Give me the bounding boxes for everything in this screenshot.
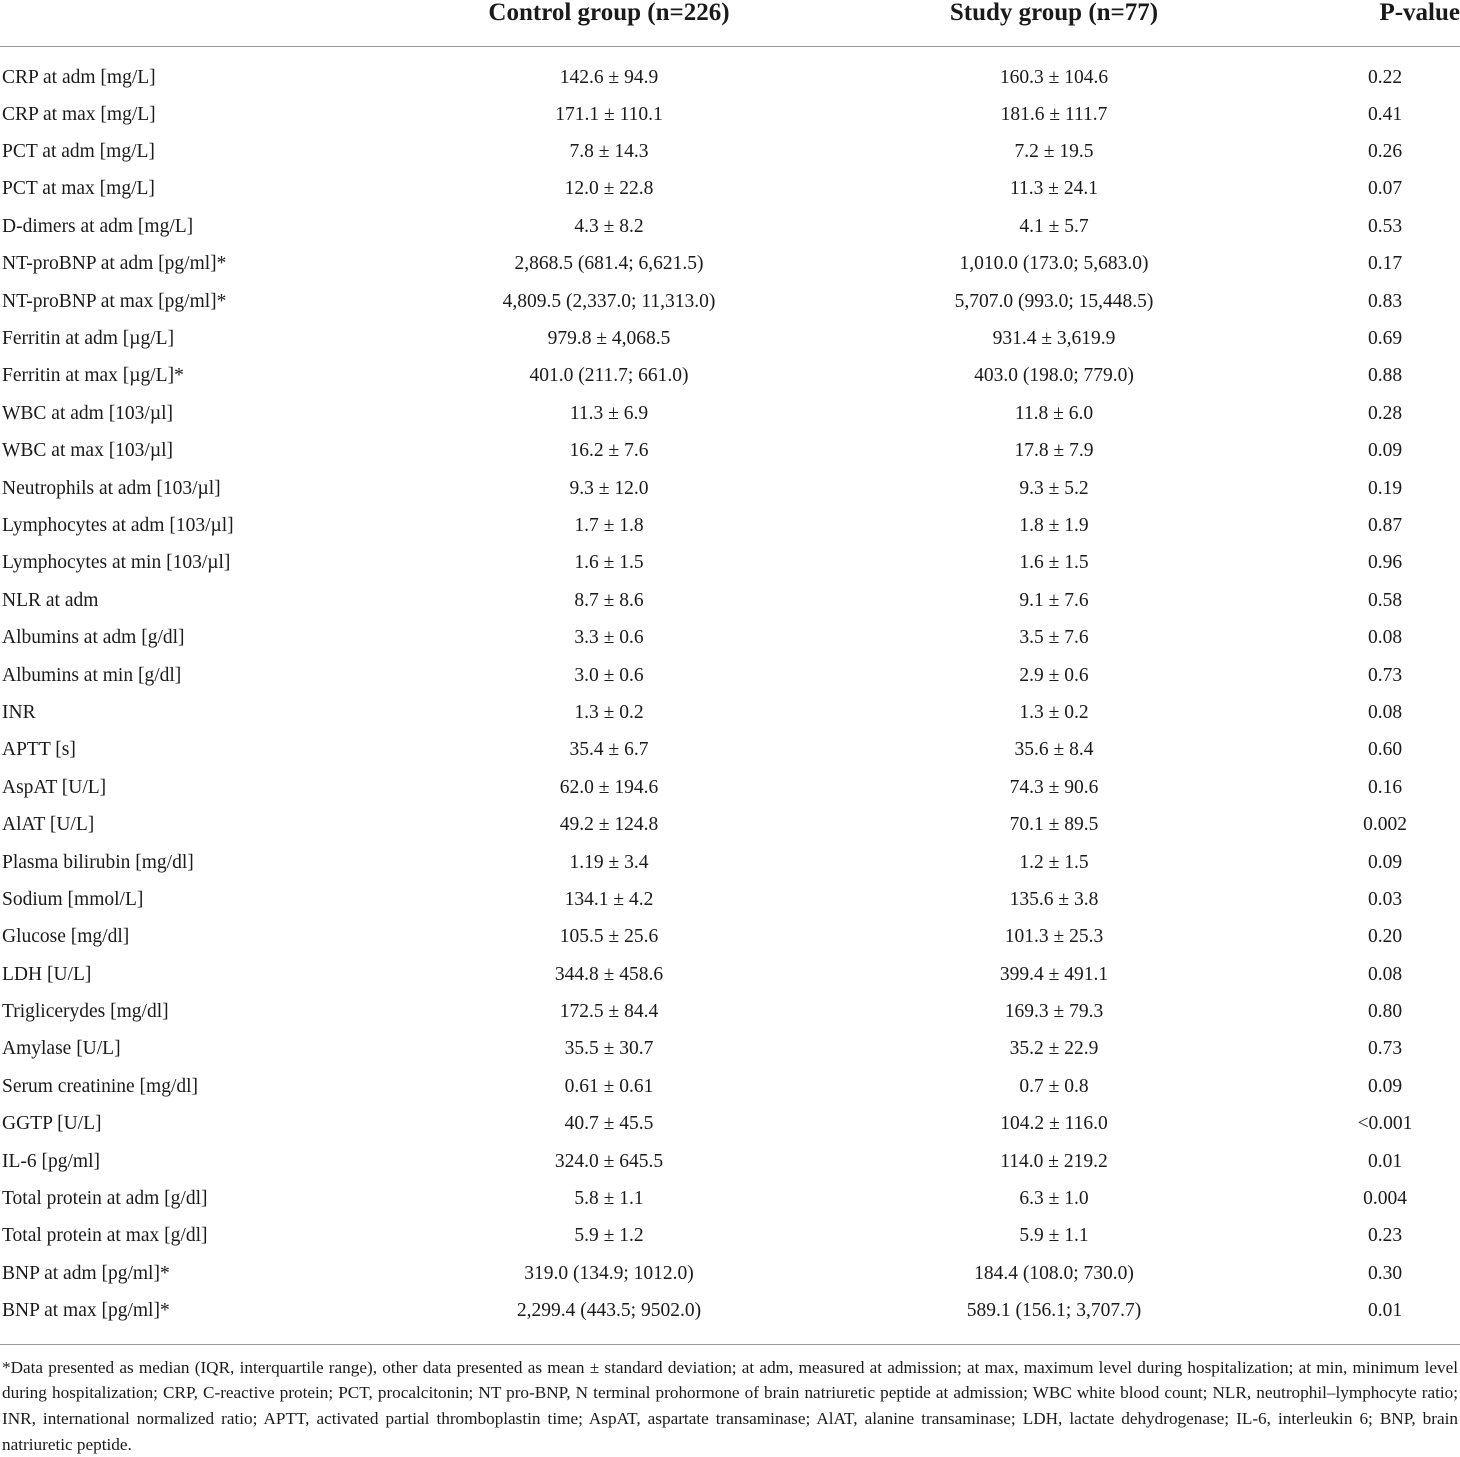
p-value-cell: 0.09 — [1367, 440, 1403, 462]
study-value-cell: 7.2 ± 19.5 — [1014, 141, 1094, 163]
study-value-cell: 403.0 (198.0; 779.0) — [974, 365, 1134, 387]
study-value-cell: 11.8 ± 6.0 — [1014, 402, 1094, 424]
table-row — [0, 320, 1460, 357]
p-value-cell: 0.03 — [1367, 888, 1403, 910]
control-value-cell: 171.1 ± 110.1 — [555, 103, 663, 125]
table-row — [0, 844, 1460, 881]
parameter-cell: PCT at max [mg/L] — [2, 178, 155, 200]
parameter-cell: AlAT [U/L] — [2, 814, 95, 836]
parameter-cell: Glucose [mg/dl] — [2, 926, 130, 948]
control-value-cell: 16.2 ± 7.6 — [569, 440, 649, 462]
parameter-cell: GGTP [U/L] — [2, 1113, 102, 1135]
table-row — [0, 395, 1460, 432]
table-row — [0, 358, 1460, 395]
control-value-cell: 401.0 (211.7; 661.0) — [529, 365, 689, 387]
study-value-cell: 35.2 ± 22.9 — [1009, 1038, 1099, 1060]
table-row — [0, 881, 1460, 918]
parameter-cell: Neutrophils at adm [103/µl] — [2, 477, 221, 499]
study-value-cell: 1.3 ± 0.2 — [1019, 701, 1089, 723]
parameter-cell: BNP at max [pg/ml]* — [0, 1293, 362, 1345]
p-value-cell: 0.20 — [1367, 926, 1403, 948]
p-value-cell: <0.001 — [1357, 1113, 1413, 1135]
p-value-cell: 0.01 — [1282, 1293, 1460, 1345]
parameter-cell: D-dimers at adm [mg/L] — [2, 215, 194, 237]
p-value-cell: 0.88 — [1367, 365, 1403, 387]
table-row — [0, 956, 1460, 993]
table-row — [0, 1293, 1460, 1345]
control-value-cell: 105.5 ± 25.6 — [559, 926, 659, 948]
study-value-cell: 2.9 ± 0.6 — [1019, 664, 1089, 686]
p-value-cell: 0.26 — [1367, 141, 1403, 163]
control-value-cell: 12.0 ± 22.8 — [564, 178, 654, 200]
control-value-cell: 7.8 ± 14.3 — [569, 141, 649, 163]
header-p-value: P-value — [1282, 0, 1460, 47]
p-value-cell: 0.80 — [1367, 1001, 1403, 1023]
table-row — [0, 171, 1460, 208]
parameter-cell: AspAT [U/L] — [2, 776, 107, 798]
table-row — [0, 1031, 1460, 1068]
study-value-cell: 1.2 ± 1.5 — [1019, 851, 1089, 873]
study-value-cell: 0.7 ± 0.8 — [1019, 1075, 1089, 1097]
study-value-cell: 70.1 ± 89.5 — [1009, 814, 1099, 836]
control-value-cell: 4.3 ± 8.2 — [574, 215, 644, 237]
control-value-cell: 2,299.4 (443.5; 9502.0) — [362, 1293, 830, 1345]
table-row — [0, 283, 1460, 320]
p-value-cell: 0.73 — [1367, 1038, 1403, 1060]
table-row — [0, 1218, 1460, 1255]
p-value-cell: 0.09 — [1367, 851, 1403, 873]
parameter-cell: CRP at max [mg/L] — [2, 103, 156, 125]
p-value-cell: 0.96 — [1367, 552, 1403, 574]
p-value-cell: 0.41 — [1367, 103, 1403, 125]
control-value-cell: 1.7 ± 1.8 — [574, 514, 644, 536]
parameter-cell: Albumins at adm [g/dl] — [2, 627, 185, 649]
control-value-cell: 2,868.5 (681.4; 6,621.5) — [514, 253, 704, 275]
control-value-cell: 3.3 ± 0.6 — [574, 627, 644, 649]
study-value-cell: 1,010.0 (173.0; 5,683.0) — [959, 253, 1149, 275]
control-value-cell: 9.3 ± 12.0 — [569, 477, 649, 499]
p-value-cell: 0.09 — [1367, 1075, 1403, 1097]
parameter-cell: Albumins at min [g/dl] — [2, 664, 182, 686]
control-value-cell: 1.6 ± 1.5 — [574, 552, 644, 574]
study-value-cell: 589.1 (156.1; 3,707.7) — [830, 1293, 1282, 1345]
table-row — [0, 694, 1460, 731]
parameter-cell: IL-6 [pg/ml] — [2, 1150, 101, 1172]
table-row — [0, 732, 1460, 769]
control-value-cell: 979.8 ± 4,068.5 — [547, 328, 671, 350]
parameter-cell: NLR at adm — [2, 589, 99, 611]
study-value-cell: 35.6 ± 8.4 — [1014, 739, 1094, 761]
study-value-cell: 931.4 ± 3,619.9 — [992, 328, 1116, 350]
study-value-cell: 160.3 ± 104.6 — [999, 66, 1109, 88]
p-value-cell: 0.60 — [1367, 739, 1403, 761]
table-row — [0, 47, 1460, 97]
control-value-cell: 11.3 ± 6.9 — [569, 402, 649, 424]
study-value-cell: 3.5 ± 7.6 — [1019, 627, 1089, 649]
control-value-cell: 134.1 ± 4.2 — [564, 888, 654, 910]
parameter-cell: Ferritin at max [µg/L]* — [2, 365, 184, 387]
control-value-cell: 0.61 ± 0.61 — [564, 1075, 654, 1097]
table-row — [0, 545, 1460, 582]
control-value-cell: 5.9 ± 1.2 — [574, 1225, 644, 1247]
table-row — [0, 433, 1460, 470]
p-value-cell: 0.69 — [1367, 328, 1403, 350]
study-value-cell: 169.3 ± 79.3 — [1004, 1001, 1104, 1023]
p-value-cell: 0.004 — [1363, 1188, 1407, 1210]
study-value-cell: 9.1 ± 7.6 — [1019, 589, 1089, 611]
study-value-cell: 74.3 ± 90.6 — [1009, 776, 1099, 798]
table-row — [0, 1106, 1460, 1143]
table-row — [0, 1143, 1460, 1180]
table-row — [0, 208, 1460, 245]
parameter-cell: APTT [s] — [2, 739, 76, 761]
control-value-cell: 62.0 ± 194.6 — [559, 776, 659, 798]
parameter-cell: Total protein at adm [g/dl] — [2, 1188, 208, 1210]
header-control-group: Control group (n=226) — [362, 0, 830, 47]
table-row — [0, 993, 1460, 1030]
parameter-cell: WBC at max [103/µl] — [2, 440, 173, 462]
control-value-cell: 8.7 ± 8.6 — [574, 589, 644, 611]
table-footnote: *Data presented as median (IQR, interquartile range), other data presented as mean ± standard deviation; at adm, measured at admission; at max, maximum level during hospitalization; at min, minimum level during hospitalization; CRP, C-reactive protein; PCT, procalcitonin; NT pro-BNP, N terminal prohormone of brain natriuretic peptide at admission; WBC white blood count; NLR, neutrophil–lymphocyte ratio; INR, international normalized ratio; APTT, activated partial thromboplastin time; AspAT, aspartate transaminase; AlAT, alanine transaminase; LDH, lactate dehydrogenase; IL-6, interleukin 6; BNP, brain natriuretic peptide. — [2, 1357, 1458, 1454]
table-row — [0, 769, 1460, 806]
control-value-cell: 49.2 ± 124.8 — [559, 814, 659, 836]
parameter-cell: PCT at adm [mg/L] — [2, 141, 155, 163]
table-row — [0, 133, 1460, 170]
p-value-cell: 0.87 — [1367, 514, 1403, 536]
study-value-cell: 4.1 ± 5.7 — [1019, 215, 1089, 237]
parameter-cell: CRP at adm [mg/L] — [2, 66, 156, 88]
p-value-cell: 0.16 — [1367, 776, 1403, 798]
parameter-cell: LDH [U/L] — [2, 963, 92, 985]
parameter-cell: INR — [2, 701, 36, 723]
parameter-cell: Total protein at max [g/dl] — [2, 1225, 208, 1247]
header-study-group: Study group (n=77) — [830, 0, 1282, 47]
parameter-cell: WBC at adm [103/µl] — [2, 402, 173, 424]
control-value-cell: 319.0 (134.9; 1012.0) — [524, 1262, 694, 1284]
parameter-cell: NT-proBNP at max [pg/ml]* — [2, 290, 227, 312]
control-value-cell: 5.8 ± 1.1 — [574, 1188, 644, 1210]
study-value-cell: 11.3 ± 24.1 — [1010, 178, 1098, 200]
study-value-cell: 1.8 ± 1.9 — [1019, 514, 1089, 536]
header-parameter — [0, 0, 362, 47]
study-value-cell: 5.9 ± 1.1 — [1019, 1225, 1089, 1247]
parameter-cell: Plasma bilirubin [mg/dl] — [2, 851, 194, 873]
p-value-cell: 0.22 — [1367, 66, 1403, 88]
table-row — [0, 96, 1460, 133]
p-value-cell: 0.30 — [1367, 1262, 1403, 1284]
p-value-cell: 0.07 — [1367, 178, 1403, 200]
study-value-cell: 17.8 ± 7.9 — [1014, 440, 1094, 462]
study-value-cell: 101.3 ± 25.3 — [1004, 926, 1104, 948]
p-value-cell: 0.01 — [1367, 1150, 1403, 1172]
table-row — [0, 919, 1460, 956]
p-value-cell: 0.08 — [1367, 701, 1403, 723]
table-body — [0, 47, 1460, 1345]
control-value-cell: 3.0 ± 0.6 — [574, 664, 644, 686]
study-value-cell: 104.2 ± 116.0 — [1000, 1113, 1108, 1135]
p-value-cell: 0.17 — [1367, 253, 1403, 275]
study-value-cell: 5,707.0 (993.0; 15,448.5) — [954, 290, 1154, 312]
parameter-cell: Triglicerydes [mg/dl] — [2, 1001, 169, 1023]
study-value-cell: 399.4 ± 491.1 — [999, 963, 1109, 985]
table-row — [0, 246, 1460, 283]
p-value-cell: 0.83 — [1367, 290, 1403, 312]
control-value-cell: 40.7 ± 45.5 — [564, 1113, 654, 1135]
p-value-cell: 0.19 — [1367, 477, 1403, 499]
study-value-cell: 1.6 ± 1.5 — [1019, 552, 1089, 574]
parameter-cell: BNP at adm [pg/ml]* — [2, 1262, 170, 1284]
control-value-cell: 324.0 ± 645.5 — [554, 1150, 664, 1172]
study-value-cell: 181.6 ± 111.7 — [1000, 103, 1108, 125]
table-row — [0, 619, 1460, 656]
table-row — [0, 1180, 1460, 1217]
control-value-cell: 1.19 ± 3.4 — [569, 851, 649, 873]
study-value-cell: 114.0 ± 219.2 — [1000, 1150, 1108, 1172]
study-value-cell: 184.4 (108.0; 730.0) — [974, 1262, 1134, 1284]
control-value-cell: 172.5 ± 84.4 — [559, 1001, 659, 1023]
table-row — [0, 507, 1460, 544]
p-value-cell: 0.23 — [1367, 1225, 1403, 1247]
parameter-cell: Lymphocytes at adm [103/µl] — [2, 514, 234, 536]
control-value-cell: 4,809.5 (2,337.0; 11,313.0) — [502, 290, 716, 312]
parameter-cell: NT-proBNP at adm [pg/ml]* — [2, 253, 227, 275]
control-value-cell: 35.5 ± 30.7 — [564, 1038, 654, 1060]
control-value-cell: 142.6 ± 94.9 — [559, 66, 659, 88]
parameter-cell: Amylase [U/L] — [2, 1038, 121, 1060]
table-row — [0, 657, 1460, 694]
table-row — [0, 1255, 1460, 1292]
p-value-cell: 0.002 — [1363, 814, 1407, 836]
parameter-cell: Sodium [mmol/L] — [2, 888, 144, 910]
control-value-cell: 35.4 ± 6.7 — [569, 739, 649, 761]
control-value-cell: 1.3 ± 0.2 — [574, 701, 644, 723]
table-header-row — [0, 0, 1460, 47]
parameter-cell: Lymphocytes at min [103/µl] — [2, 552, 231, 574]
table-row — [0, 470, 1460, 507]
p-value-cell: 0.08 — [1367, 963, 1403, 985]
table-row — [0, 582, 1460, 619]
study-value-cell: 135.6 ± 3.8 — [1009, 888, 1099, 910]
parameter-cell: Serum creatinine [mg/dl] — [2, 1075, 199, 1097]
study-value-cell: 6.3 ± 1.0 — [1019, 1188, 1089, 1210]
table-row — [0, 1068, 1460, 1105]
p-value-cell: 0.73 — [1367, 664, 1403, 686]
p-value-cell: 0.28 — [1367, 402, 1403, 424]
p-value-cell: 0.58 — [1367, 589, 1403, 611]
study-value-cell: 9.3 ± 5.2 — [1019, 477, 1089, 499]
control-value-cell: 344.8 ± 458.6 — [554, 963, 664, 985]
parameter-cell: Ferritin at adm [µg/L] — [2, 328, 175, 350]
table-row — [0, 806, 1460, 843]
p-value-cell: 0.53 — [1367, 215, 1403, 237]
p-value-cell: 0.08 — [1367, 627, 1403, 649]
